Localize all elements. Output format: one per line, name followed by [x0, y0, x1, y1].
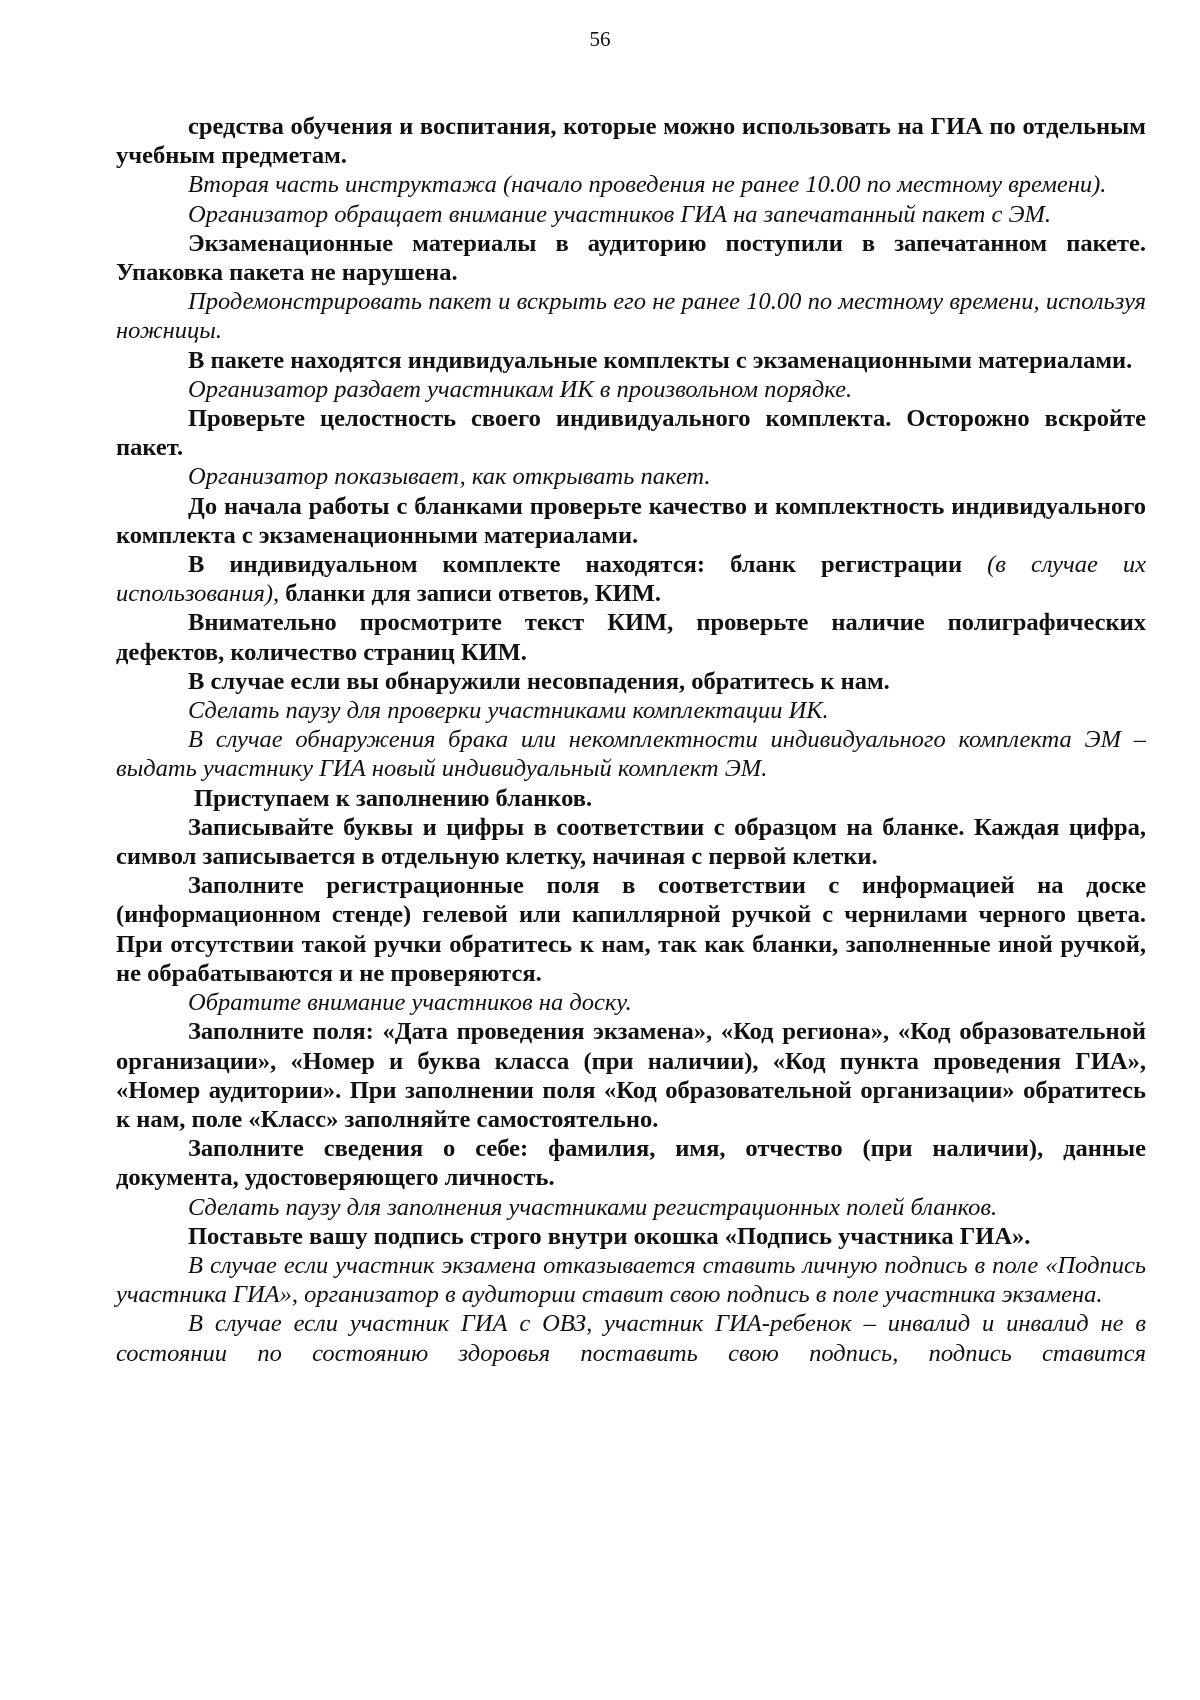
paragraph: средства обучения и воспитания, которые можно использовать на ГИА по отдельным учебным предметам. — [116, 113, 1146, 170]
paragraph: Заполните сведения о себе: фамилия, имя, отчество (при наличии), данные документа, удостоверяющего личность. — [116, 1135, 1146, 1192]
paragraph: В случае если вы обнаружили несовпадения, обратитесь к нам. — [188, 667, 890, 695]
page-number: 56 — [589, 27, 611, 51]
paragraph: Приступаем к заполнению бланков. — [194, 784, 593, 812]
document-body — [116, 112, 1146, 1368]
paragraph: Проверьте целостность своего индивидуального комплекта. Осторожно вскройте пакет. — [116, 405, 1146, 462]
paragraph-part-italic: (в случае их использования), — [116, 551, 1146, 608]
instruction-note: Сделать паузу для проверки участниками комплектации ИК. — [188, 697, 829, 725]
paragraph: До начала работы с бланками проверьте качество и комплектность индивидуального комплекта с экзаменационными материалами. — [116, 492, 1146, 549]
instruction-note: Вторая часть инструктажа (начало проведения не ранее 10.00 по местному времени). — [188, 171, 1107, 199]
paragraph: Внимательно просмотрите текст КИМ, проверьте наличие полиграфических дефектов, количество страниц КИМ. — [116, 609, 1146, 666]
paragraph-mixed — [116, 550, 1146, 608]
instruction-note: Сделать паузу для заполнения участниками регистрационных полей бланков. — [188, 1193, 998, 1221]
paragraph-part-bold: бланки для записи ответов, КИМ. — [285, 580, 661, 608]
instruction-note: Обратите внимание участников на доску. — [188, 989, 632, 1017]
paragraph: Записывайте буквы и цифры в соответствии с образцом на бланке. Каждая цифра, символ записывается в отдельную клетку, начиная с первой клетки. — [116, 813, 1146, 871]
paragraph: Заполните поля: «Дата проведения экзамена», «Код региона», «Код образовательной организации», «Номер и буква класса (при наличии), «Код пункта проведения ГИА», «Номер аудитории». При заполнении поля «Код образовательной организации» обратитесь к нам, поле «Класс» заполняйте самостоятельно. — [116, 1018, 1146, 1133]
paragraph: Заполните регистрационные поля в соответствии с информацией на доске (информационном стенде) гелевой или капиллярной ручкой с чернилами черного цвета. При отсутствии такой ручки обратитесь к нам, так как бланки, заполненные иной ручкой, не обрабатываются и не проверяются. — [116, 872, 1146, 987]
instruction-note: Организатор показывает, как открывать пакет. — [188, 463, 711, 491]
instruction-note: Организатор обращает внимание участников ГИА на запечатанный пакет с ЭМ. — [188, 200, 1052, 228]
instruction-note: В случае обнаружения брака или некомплектности индивидуального комплекта ЭМ – выдать участнику ГИА новый индивидуальный комплект ЭМ. — [116, 726, 1146, 783]
paragraph-part-bold: В индивидуальном комплекте находятся: бланк регистрации — [188, 551, 963, 579]
instruction-note: В случае если участник экзамена отказывается ставить личную подпись в поле «Подпись участника ГИА», организатор в аудитории ставит свою подпись в поле участника экзамена. — [116, 1251, 1146, 1309]
paragraph: Поставьте вашу подпись строго внутри окошка «Подпись участника ГИА». — [188, 1222, 1031, 1250]
paragraph: В пакете находятся индивидуальные комплекты с экзаменационными материалами. — [188, 346, 1133, 374]
paragraph: Экзаменационные материалы в аудиторию поступили в запечатанном пакете. Упаковка пакета не нарушена. — [116, 229, 1146, 287]
instruction-note: Организатор раздает участникам ИК в произвольном порядке. — [188, 375, 853, 403]
instruction-note: Продемонстрировать пакет и вскрыть его не ранее 10.00 по местному времени, используя ножницы. — [116, 288, 1146, 345]
instruction-note: В случае если участник ГИА с ОВЗ, участник ГИА-ребенок – инвалид и инвалид не в состоянии по состоянию здоровья поставить свою подпись, подпись ставится — [116, 1310, 1146, 1367]
